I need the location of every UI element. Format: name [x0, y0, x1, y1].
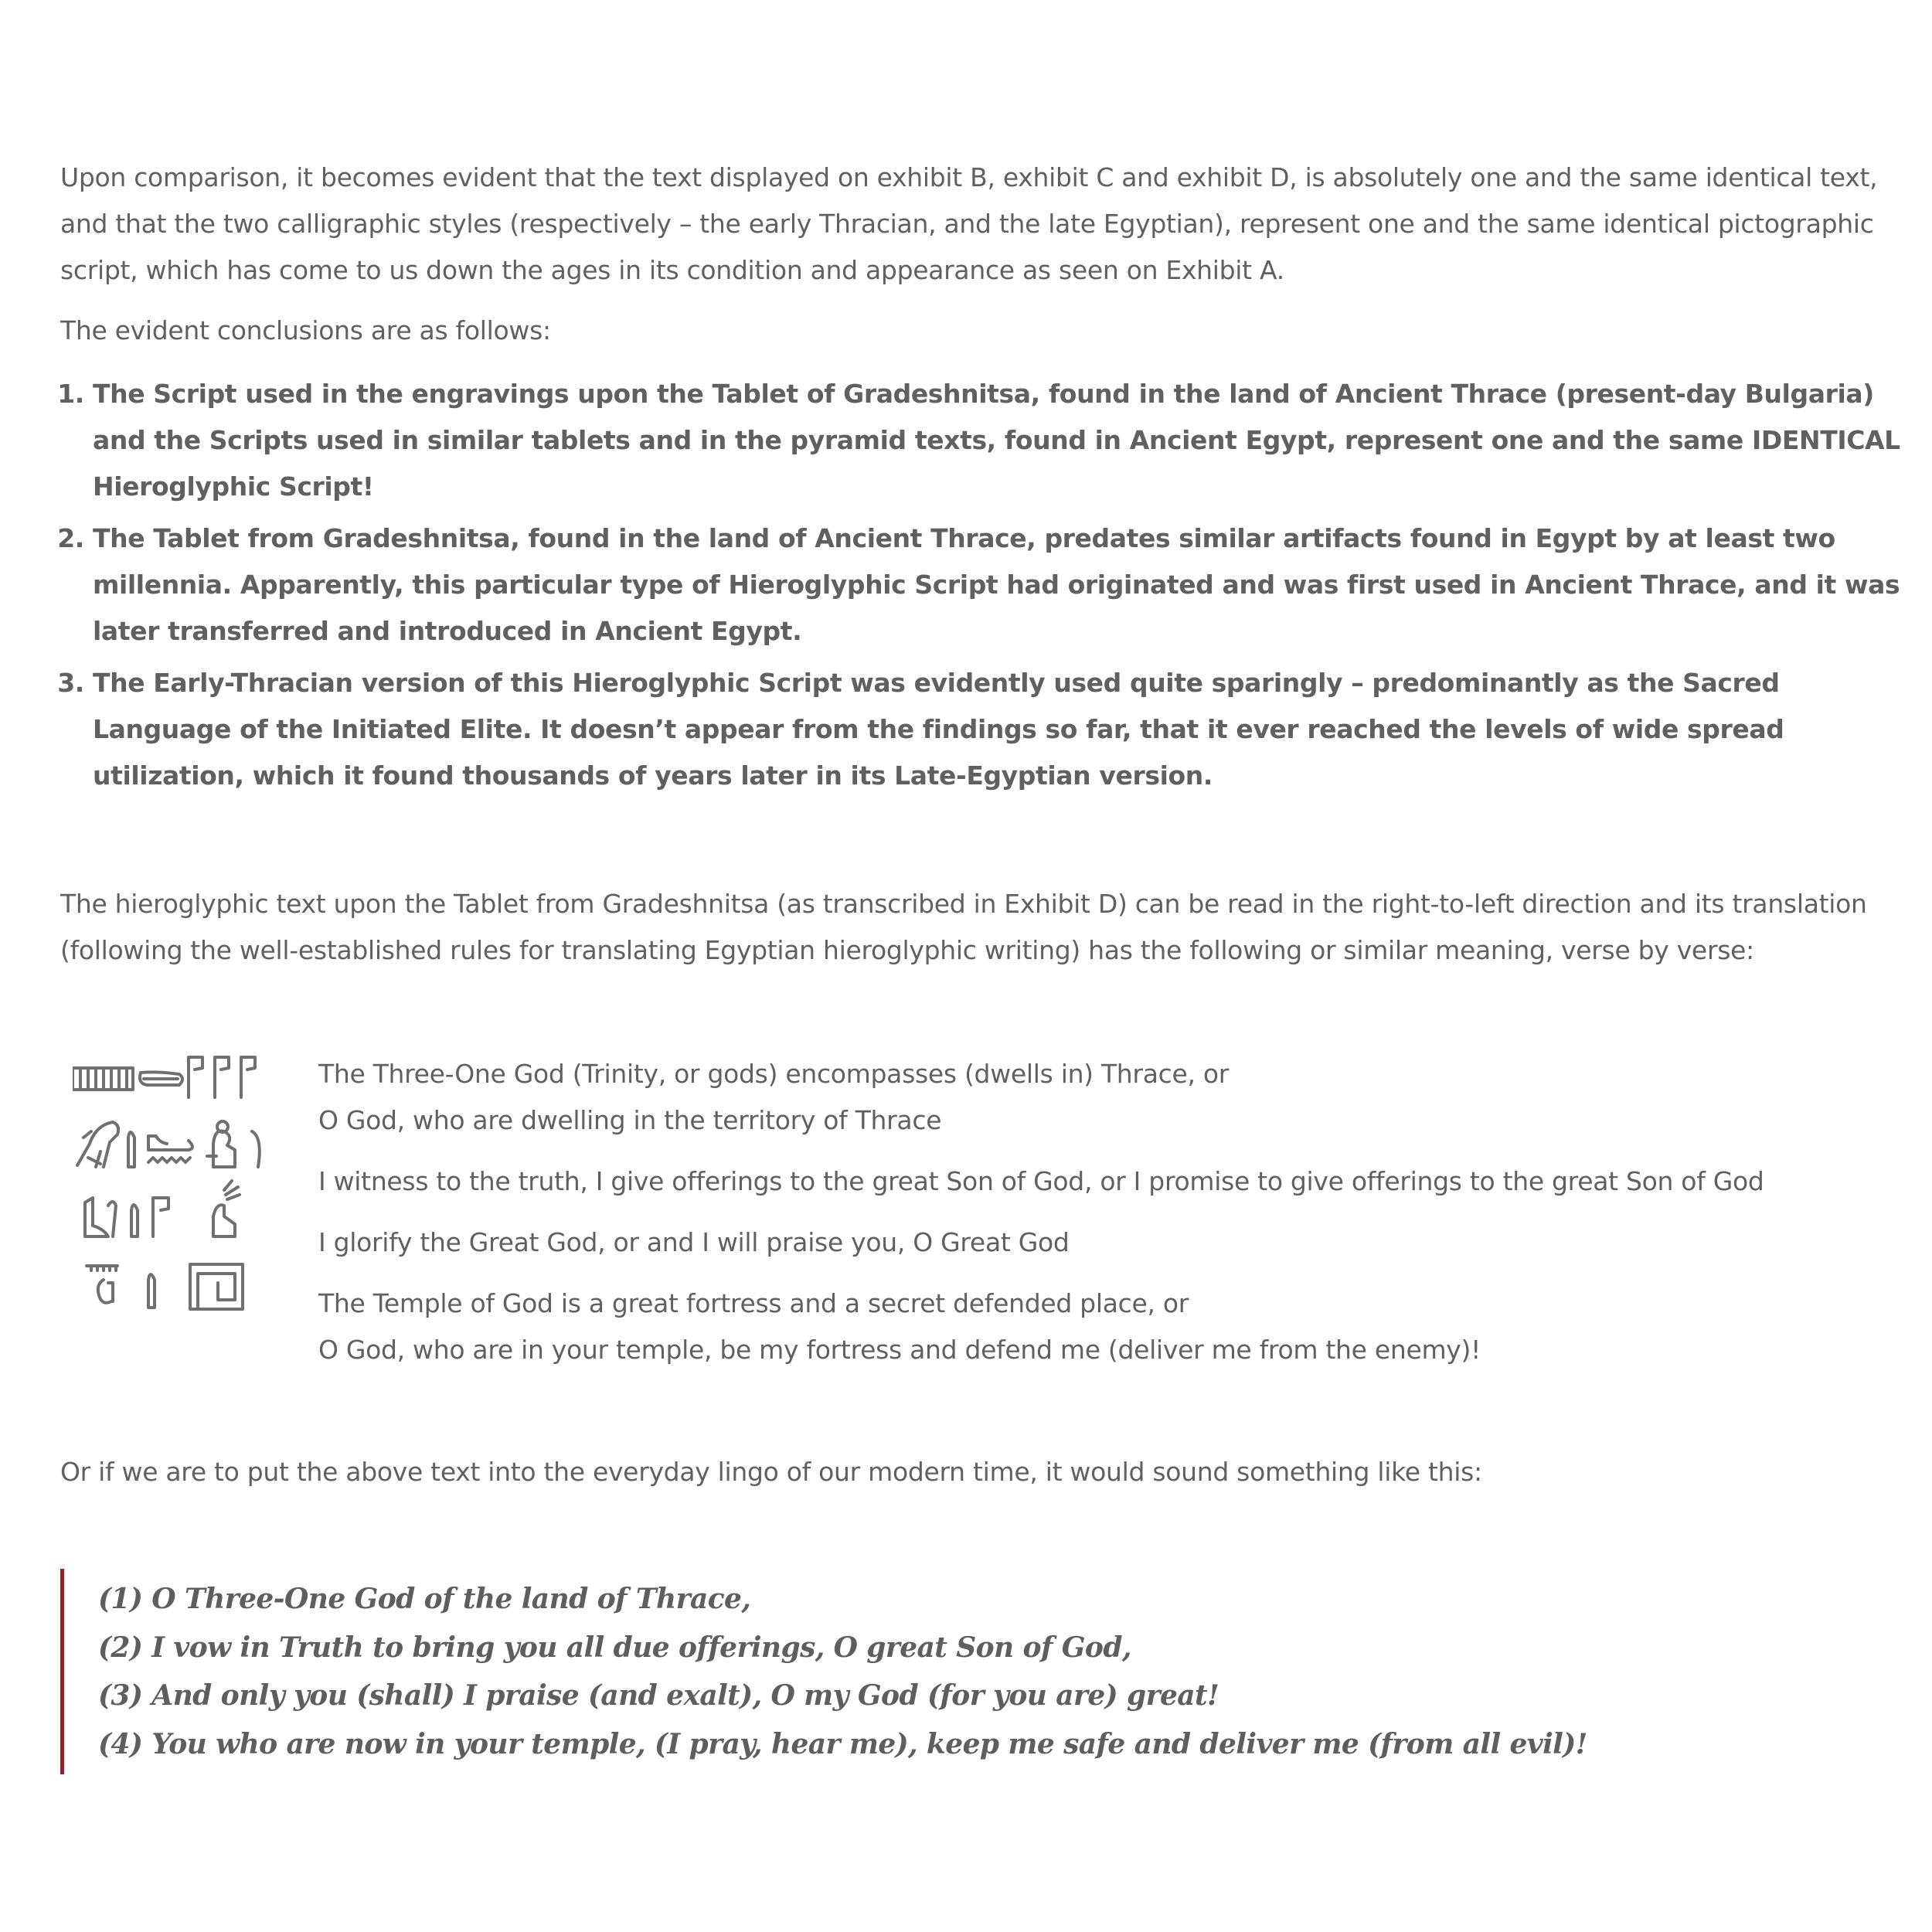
glyph-flag2-icon: [153, 1198, 168, 1236]
conclusion-item: 3. The Early-Thracian version of this Hieroglyphic Script was evidently used quite sparingly – predominantly as the Sacred Language of the Initiated Elite. It doesn’t appear from the findings so far, that it ever reached the levels of wide spread utilization, which it found thousands of years later in its Late-Egyptian version.: [93, 660, 1917, 799]
glyph-reed3-icon: [148, 1274, 155, 1308]
glyph-seated-figure-icon: [207, 1121, 235, 1167]
verse-blockquote: [60, 1569, 1721, 1774]
translation-line: The Temple of God is a great fortress and a secret defended place, or: [318, 1288, 1189, 1318]
glyph-temple-icon: [190, 1264, 243, 1309]
modern-lingo-lead: Or if we are to put the above text into the everyday lingo of our modern time, it would sound something like this:: [60, 1457, 1482, 1487]
conclusions-lead: The evident conclusions are as follows:: [60, 315, 551, 345]
glyph-bird-icon: [77, 1122, 118, 1167]
translation-verses: [318, 1051, 1787, 1373]
glyph-hut-icon: [87, 1266, 117, 1303]
conclusion-item: 2. The Tablet from Gradeshnitsa, found in the land of Ancient Thrace, predates similar artifacts found in Egypt by at least two millennia. Apparently, this particular type of Hieroglyphic Script had originated and was first used in Ancient Thrace, and it was later transferred and introduced in Ancient Egypt.: [93, 515, 1917, 655]
glyph-comb-icon: [73, 1068, 133, 1090]
translation-line: I witness to the truth, I give offerings to the great Son of God, or I promise to give offerings to the great Son of God: [318, 1166, 1764, 1196]
glyph-loaf-icon: [140, 1072, 182, 1085]
conclusions-list: [60, 371, 1917, 804]
hieroglyphic-intro: The hieroglyphic text upon the Tablet from Gradeshnitsa (as transcribed in Exhibit D) can be read in the right-to-left direction and its translation (following the well-established rules for translating Egyptian hieroglyphic writing) has the following or similar meaning, verse by verse:: [60, 889, 1867, 965]
hieroglyph-transcription-image: [73, 1051, 297, 1321]
glyph-offering-icon: [148, 1136, 192, 1162]
verse-line: (1) O Three-One God of the land of Thrace,: [98, 1583, 751, 1615]
intro-paragraph: Upon comparison, it becomes evident that the text displayed on exhibit B, exhibit C and exhibit D, is absolutely one and the same identical text, and that the two calligraphic styles (respectively – the early Thracian, and the late Egyptian), represent one and the same identical pictographic script, which has come to us down the ages in its condition and appearance as seen on Exhibit A.: [60, 162, 1878, 285]
glyph-reed-icon: [128, 1132, 134, 1167]
translation-line: The Three-One God (Trinity, or gods) encompasses (dwells in) Thrace, or: [318, 1059, 1229, 1089]
verse-line: (4) You who are now in your temple, (I pray, hear me), keep me safe and deliver me (from all evil)!: [98, 1727, 1587, 1760]
verse-line: (3) And only you (shall) I praise (and exalt), O my God (for you are) great!: [98, 1679, 1219, 1712]
glyph-standing-figure-icon: [85, 1198, 116, 1236]
translation-line: O God, who are in your temple, be my fortress and defend me (deliver me from the enemy)!: [318, 1335, 1481, 1365]
verse-line: (2) I vow in Truth to bring you all due offerings, O great Son of God,: [98, 1631, 1131, 1664]
glyph-reed2-icon: [131, 1205, 138, 1236]
translation-line: O God, who are dwelling in the territory of Thrace: [318, 1105, 942, 1135]
glyph-netjer-flags-icon: [189, 1057, 255, 1097]
conclusion-item: 1. The Script used in the engravings upon the Tablet of Gradeshnitsa, found in the land of Ancient Thrace (present-day Bulgaria) and the Scripts used in similar tablets and in the pyramid texts, found in Ancient Egypt, represent one and the same IDENTICAL Hieroglyphic Script!: [93, 371, 1917, 510]
glyph-stroke-icon: [252, 1131, 260, 1167]
translation-line: I glorify the Great God, or and I will praise you, O Great God: [318, 1227, 1070, 1257]
glyph-kneeling-figure-icon: [213, 1181, 240, 1236]
hieroglyph-glyphs-svg: [73, 1051, 297, 1321]
